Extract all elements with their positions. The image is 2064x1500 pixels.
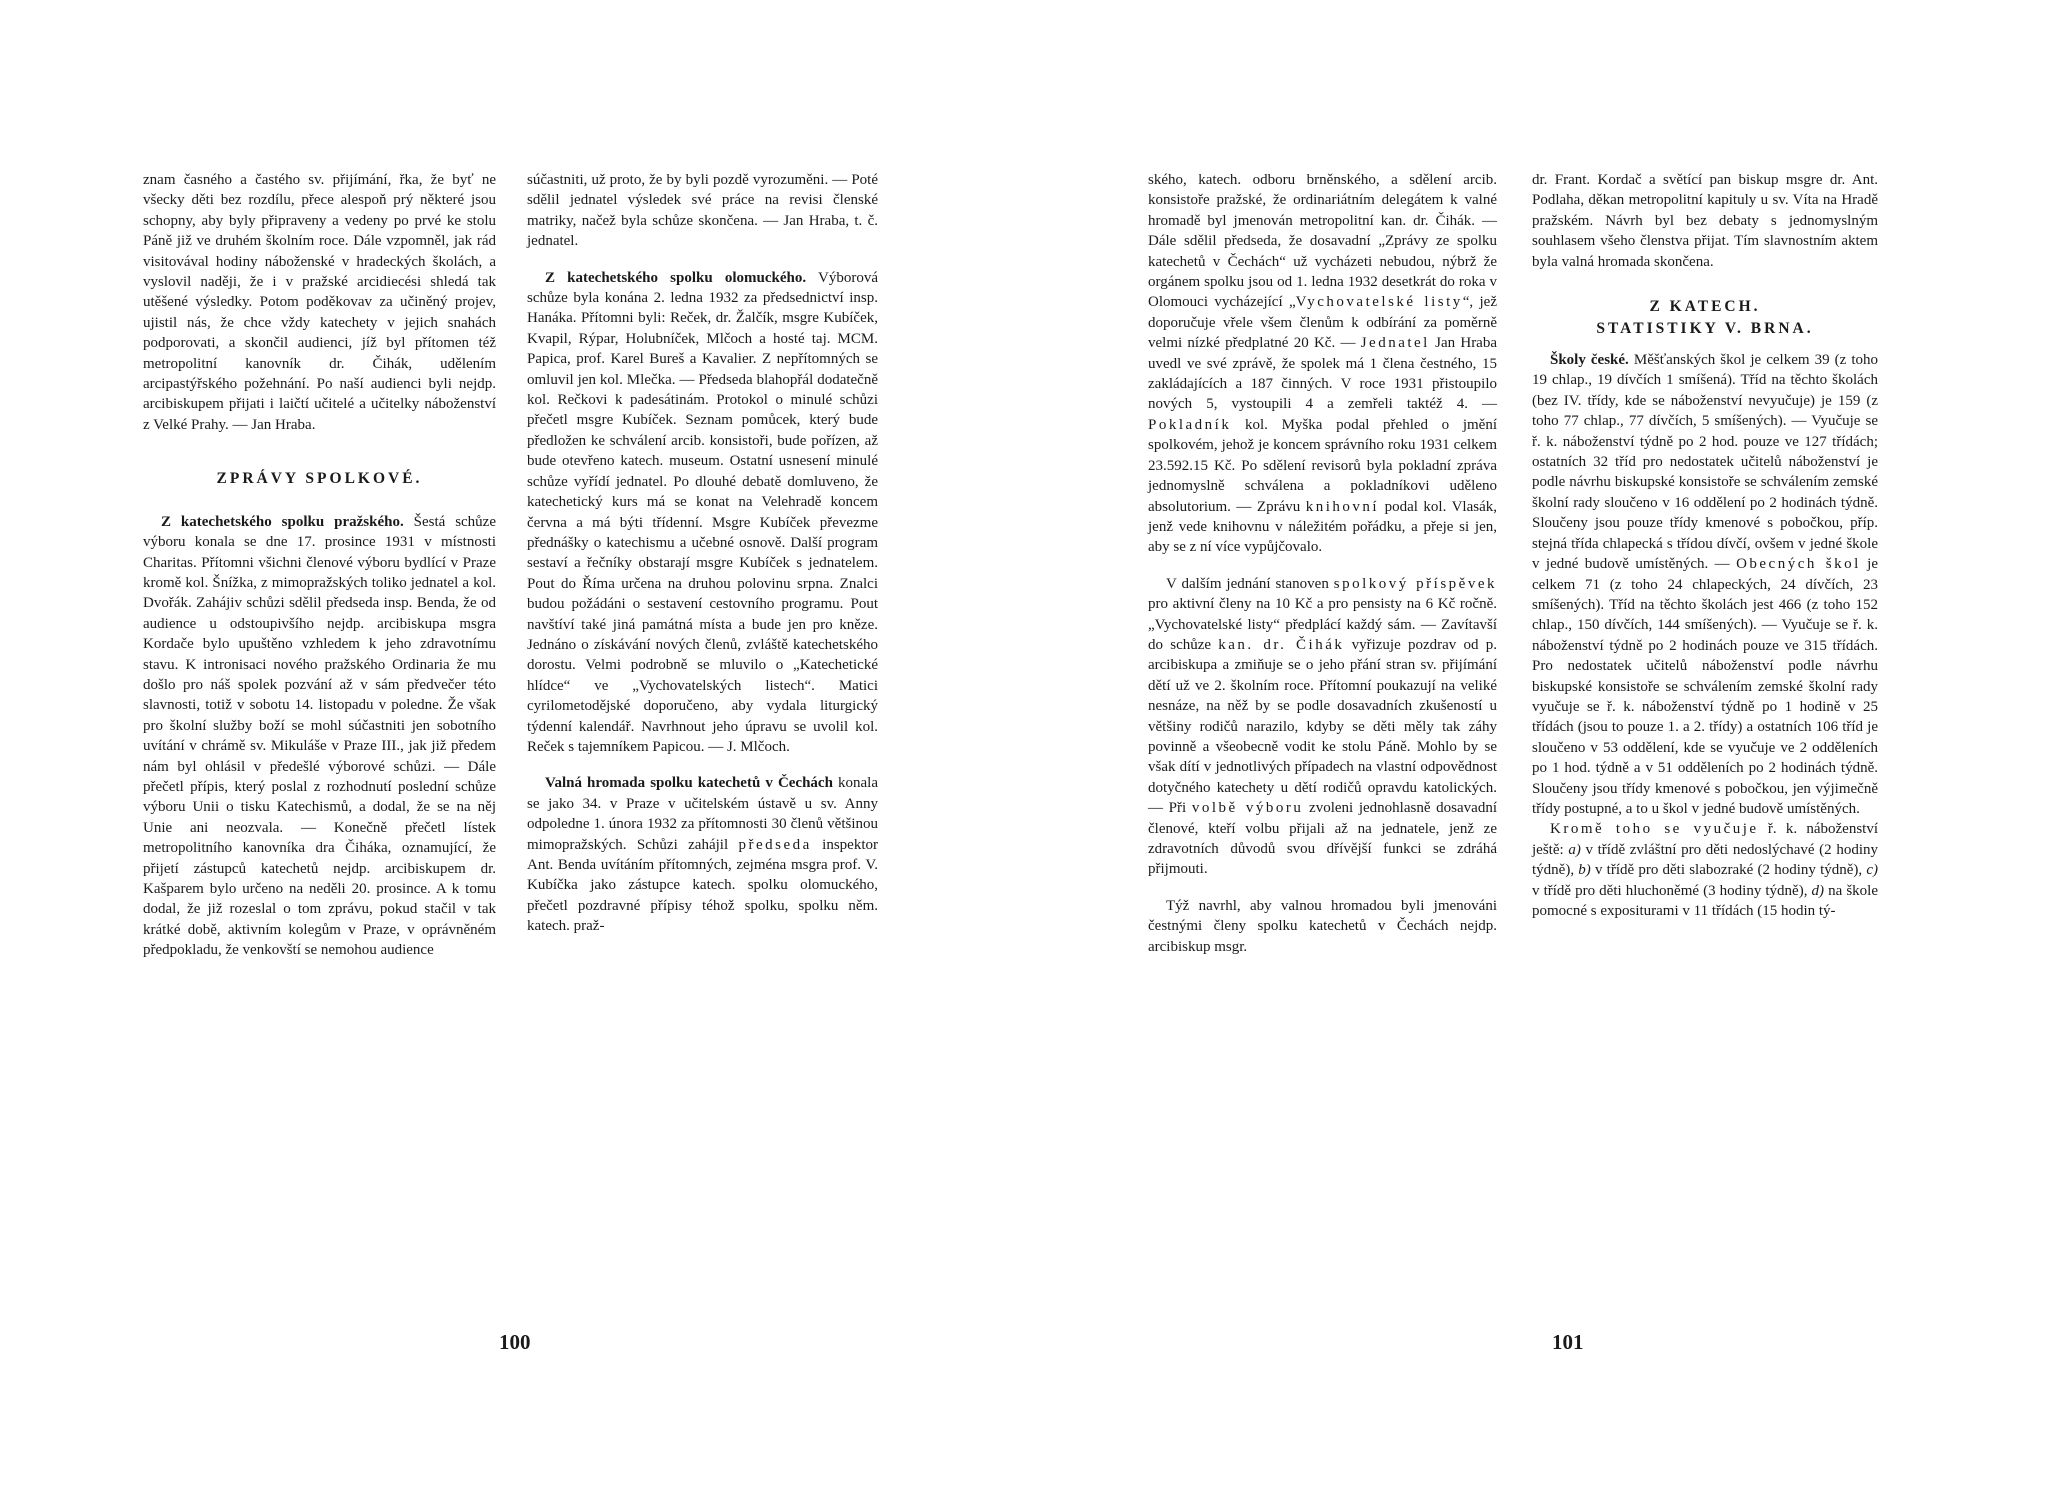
paragraph-body: Výborová schůze byla konána 2. ledna 1932 za předsednictví insp. Hanáka. Přítomni byli: Reček, dr. Žalčík, msgre Kubíček, Kvapil, Rýpar, Holubníček, Mlčoch a hosté taj. MCM. Papica, prof. Karel Bureš a Kavalier. Z nepřítomných se omluvil jen kol. Mlečka. — Předseda blahopřál dodatečně kol. Rečkovi k padesátinám. Protokol o minulé schůzi přečetl msgre Kubíček. Seznam pomůcek, který bude předložen ke schválení arcib. konsistoři, bude pořízen, až bude otevřeno katech. museum. Ostatní usnesení minulé schůze vyřídí jednatel. Po dlouhé debatě domluveno, že katechetický kurs má se konat na Velehradě koncem června a má býti třídenní. Msgre Kubíček převezme přednášky o katechismu a učebné osnově. Další program sestaví a řečníky obstarají msgre Kubíček s jednatelem. Pout do Říma určena na druhou polovinu srpna. Znalci budou požádáni o sestavení cestovního programu. Pout navštíví také jiná památná místa a bude jen pro kněze. Jednáno o získávání nových členů, zvláště katechetského dorostu. Velmi podrobně se mluvilo o „Katechetické hlídce“ ve „Vychovatelských listech“. Matici cyrilometodějské doporučeno, aby vydala liturgický týdenní kalendář. Navrhnout jeho úpravu se uvolil kol. Reček s tajemníkem Papicou. — J. Mlčoch. (527, 269, 879, 755)
spaced-word: Vychovatelské listy (1295, 294, 1463, 311)
text: “, jež doporučuje vřele všem členům k odbírání za poměrně velmi nízké předplatné 20 Kč. — (1148, 294, 1497, 352)
text: podal kol. Vlasák, jenž vede knihovnu v náležitém pořádku, a přeje si jen, aby se z ní více vypůjčovalo. (1148, 498, 1497, 556)
paragraph (143, 512, 496, 961)
spaced-word: volbě výboru (1191, 800, 1304, 817)
left-column-2 (527, 170, 878, 937)
paragraph (1148, 574, 1497, 880)
text: je celkem 71 (z toho 24 chlapeckých, 24 dívčích, 23 smíšených). Tříd na těchto školách jest 466 (z toho 152 chlap., 150 dívčích, 144 smíšených). — Vyučuje se ř. k. náboženství týdně po 2 hodinách pouze ve 315 třídách. Pro nedostatek učitelů náboženství podle návrhu biskupské konsistoře se schválením zemské školní rady vyučuje se ř. k. náboženství týdně po 1 hodině v 25 třídách (jsou to pouze 1. a 2. třídy) a ostatních 106 tříd je sloučeno v 53 oddělení, kde se vyučuje ve 2 odděleních po 1 hod. týdně a v 51 odděleních po 2 hodinách týdně. Sloučeny jsou třídy kmenové s pobočkou, jen výjimečně třídy postupné, a to u škol v jedné budově umístěných. (1532, 556, 1879, 817)
section-title (1532, 296, 1878, 340)
text: ř. k. náboženství ještě: (1532, 821, 1878, 858)
paragraph (1532, 819, 1878, 921)
text: v třídě zvláštní pro děti nedoslýchavé (2 hodiny týdně), (1532, 841, 1878, 879)
paragraph-heading: Valná hromada spolku katechetů v Čechách (545, 775, 833, 792)
list-marker: d) (1811, 882, 1825, 899)
text: Měšťanských škol je celkem 39 (z toho 19 chlap., 19 dívčích 1 smíšená). Tříd na těchto školách (bez IV. třídy, kde se náboženství nevyučuje) je 159 (z toho 77 chlap., 77 dívčích, 5 smíšených). — Vyučuje se ř. k. náboženství týdně po 2 hod. pouze ve 127 třídách; ostatních 32 tříd pro nedostatek učitelů náboženství je podle návrhu biskupské konsistoře se schválením zemské školní rady sloučeno v 16 oddělení po 2 hodinách týdně. Sloučeny jsou pouze třídy kmenové s pobočkou, příp. stejná třída chlapecká s třídou dívčí, ovšem v jedné škole v jedné budově umístěných. — (1532, 352, 1878, 573)
spaced-word: Kromě toho se vyučuje (1550, 821, 1759, 838)
list-marker: c) (1866, 862, 1878, 879)
list-marker: b) (1578, 862, 1591, 879)
text: Jan Hraba uvedl ve své zprávě, že spolek má 1 člena čestného, 15 zakládajících a 187 činných. V roce 1931 přistoupilo nových 5, vystoupili 4 a zemřeli taktéž 4. — (1148, 335, 1498, 413)
paragraph: súčastniti, už proto, že by byli pozdě vyrozuměni. — Poté sdělil jednatel výsledek své práce na revisi členské matriky, načež byla schůze skončena. — Jan Hraba, t. č. jednatel. (527, 172, 878, 250)
text: na škole pomocné s expositurami v 11 třídách (15 hodin tý- (1532, 882, 1878, 919)
text: ského, katech. odboru brněnského, a sdělení arcib. konsistoře pražské, že ordinariátním delegátem k valné hromadě byl jmenován metropolitní kan. dr. Čihák. — Dále sdělil předseda, že dosavadní „Zprávy ze spolku katechetů v Čechách“ už vycházeti nebudou, nýbrž že orgánem spolku jsou od 1. ledna 1932 desetkrát do roka v Olomouci vycházející „ (1148, 172, 1497, 311)
text: zvoleni jednohlasně dosavadní členové, kteří volbu přijali až na jednatele, jenž ze zdravotních důvodů svou dřívější funkci se zdráhá přijmouti. (1148, 800, 1497, 878)
paragraph: Týž navrhl, aby valnou hromadou byli jmenováni čestnými členy spolku katechetů v Čechách nejdp. arcibiskup msgr. (1148, 897, 1497, 955)
left-column-1 (143, 170, 496, 961)
section-title-line: STATISTIKY V. BRNA. (1596, 320, 1814, 338)
list-marker: a) (1568, 841, 1581, 858)
spaced-word: Obecných škol (1736, 556, 1861, 573)
page-number: 100 (499, 1330, 531, 1354)
paragraph (527, 773, 878, 936)
paragraph-body: konala se jako 34. v Praze v učitelském ústavě u sv. Anny odpoledne 1. února 1932 za přítomnosti 30 členů většinou mimopražských. Schůzi zahájil (527, 775, 878, 853)
section-title-line: Z KATECH. (1649, 298, 1761, 316)
right-column-1 (1148, 170, 1497, 957)
paragraph (1148, 170, 1497, 558)
right-column-2 (1532, 170, 1878, 921)
text: vyřizuje pozdrav od p. arcibiskupa a zmiňuje se o jeho přání stran sv. přijímání dětí už ve 2. školním roce. Přítomní poukazují na veliké nesnáze, na něž by se podle dosavadních zkušeností u většiny rodičů narazilo, kdyby se děti měly tak záhy povinně a všeobecně vodit ke stolu Páně. Mohlo by se však dítí v jednotlivých případech na vlastní odpovědnost dotyčného katechety u dětí rodičů opravdu katolických. — Při (1148, 636, 1497, 817)
paragraph (527, 268, 878, 758)
spaced-word: Jednatel (1360, 335, 1430, 352)
section-title: ZPRÁVY SPOLKOVÉ. (216, 470, 423, 488)
right-page (1032, 0, 2064, 1500)
paragraph-body: Šestá schůze výboru konala se dne 17. prosince 1931 v místnosti Charitas. Přítomni všichni členové výboru bydlící v Praze kromě kol. Šnížka, z mimopražských toliko jednatel a kol. Dvořák. Zahájiv schůzi sdělil předseda insp. Benda, že od audience u odstoupivšího nejdp. arcibiskupa msgra Kordače bylo upuštěno vzhledem k jeho zdravotnímu stavu. K intronisaci nového pražského Ordinaria že mu došlo pro náš spolek pozvání až v sám předvečer této slavnosti, totiž v sobotu 14. listopadu v poledne. Že však pro školní služby boží se mohl súčastniti jen sobotního uvítání v chrámě sv. Mikuláše v Praze III., jak již předem nám byl ohlásil v předešlé výborové schůzi. — Dále přečetl přípis, který poslal z rozhodnutí poslední schůze výboru Unii o tisku Katechismů, a dodal, že se na něj Unie ani neozvala. — Konečně přečetl lístek metropolitního kanovníka dra Čiháka, oznamující, že přijetí zástupců katechetů nejdp. arcibiskupem dr. Kašparem bylo určeno na neděli 20. prosince. A k tomu dodal, že již rozeslal o tom zprávu, pokud stačil v tak krátké době, aktivním kolegům v Praze, v oprávněném předpokladu, že venkovští se nemohou audience (143, 513, 497, 959)
text: V dalším jednání stanoven (1166, 575, 1334, 592)
paragraph: dr. Frant. Kordač a světící pan biskup msgre dr. Ant. Podlaha, děkan metropolitní kapituly u sv. Víta na Hradě pražském. Návrh byl bez debaty s jednomyslným souhlasem všeho členstva přijat. Tím slavnostním aktem byla valná hromada skončena. (1532, 172, 1878, 270)
paragraph-heading: Z katechetského spolku olomuckého. (545, 269, 807, 286)
spaced-word: knihovní (1305, 498, 1380, 515)
spaced-word: Pokladník (1148, 416, 1232, 433)
spaced-word: kan. dr. Čihák (1218, 636, 1345, 653)
text: v třídě pro děti slabozraké (2 hodiny týdně), (1590, 862, 1867, 879)
paragraph: znam časného a častého sv. přijímání, řka, že byť ne všecky děti bez rozdílu, přece alespoň prý některé jsou schopny, aby byly připraveny a vedeny po prvé ke stolu Páně již ve druhém školním roce. Dále vzpomněl, jak rád visitovával hodiny náboženské v hradeckých školách, a vyslovil naději, že i v pražské arcidiecési shledá tak utěšené výsledky. Potom poděkovav za učiněný projev, ujistil nás, že chce vždy katechety v jejich snahách podporovati, a skončil audienci, jíž byl přítomen též metropolitní kanovník dr. Čihák, udělením arcipastýřského požehnání. Po naší audienci byli nejdp. arcibiskupem přijati i laičtí učitelé a učitelky náboženství z Velké Prahy. — Jan Hraba. (143, 172, 496, 433)
spaced-word: spolkový příspěvek (1333, 575, 1497, 592)
text: kol. Myška podal přehled o jmění spolkovém, jehož je koncem správního roku 1931 celkem 23.592.15 Kč. Po sdělení revisorů byla pokladní zpráva jednomyslně schválena a pokladníkovi uděleno absolutorium. — Zprávu (1148, 416, 1497, 515)
paragraph-heading: Školy české. (1550, 352, 1629, 369)
page-number: 101 (1552, 1330, 1584, 1354)
paragraph-body: inspektor Ant. Benda uvítáním přítomných, zejména msgra prof. V. Kubíčka jako zástupce katech. spolku olomuckého, přečetl pozdravné přípisy téhož spolku, spolku něm. katech. praž- (527, 836, 878, 935)
spaced-word: předseda (738, 836, 812, 853)
text: v třídě pro děti hluchoněmé (3 hodiny týdně), (1532, 882, 1812, 899)
text: pro aktivní členy na 10 Kč a pro pensisty na 6 Kč ročně. „Vychovatelské listy“ předplácí každý sám. — Zavítavší do schůze (1148, 596, 1497, 653)
paragraph (1532, 350, 1878, 819)
paragraph-heading: Z katechetského spolku pražského. (161, 513, 404, 530)
